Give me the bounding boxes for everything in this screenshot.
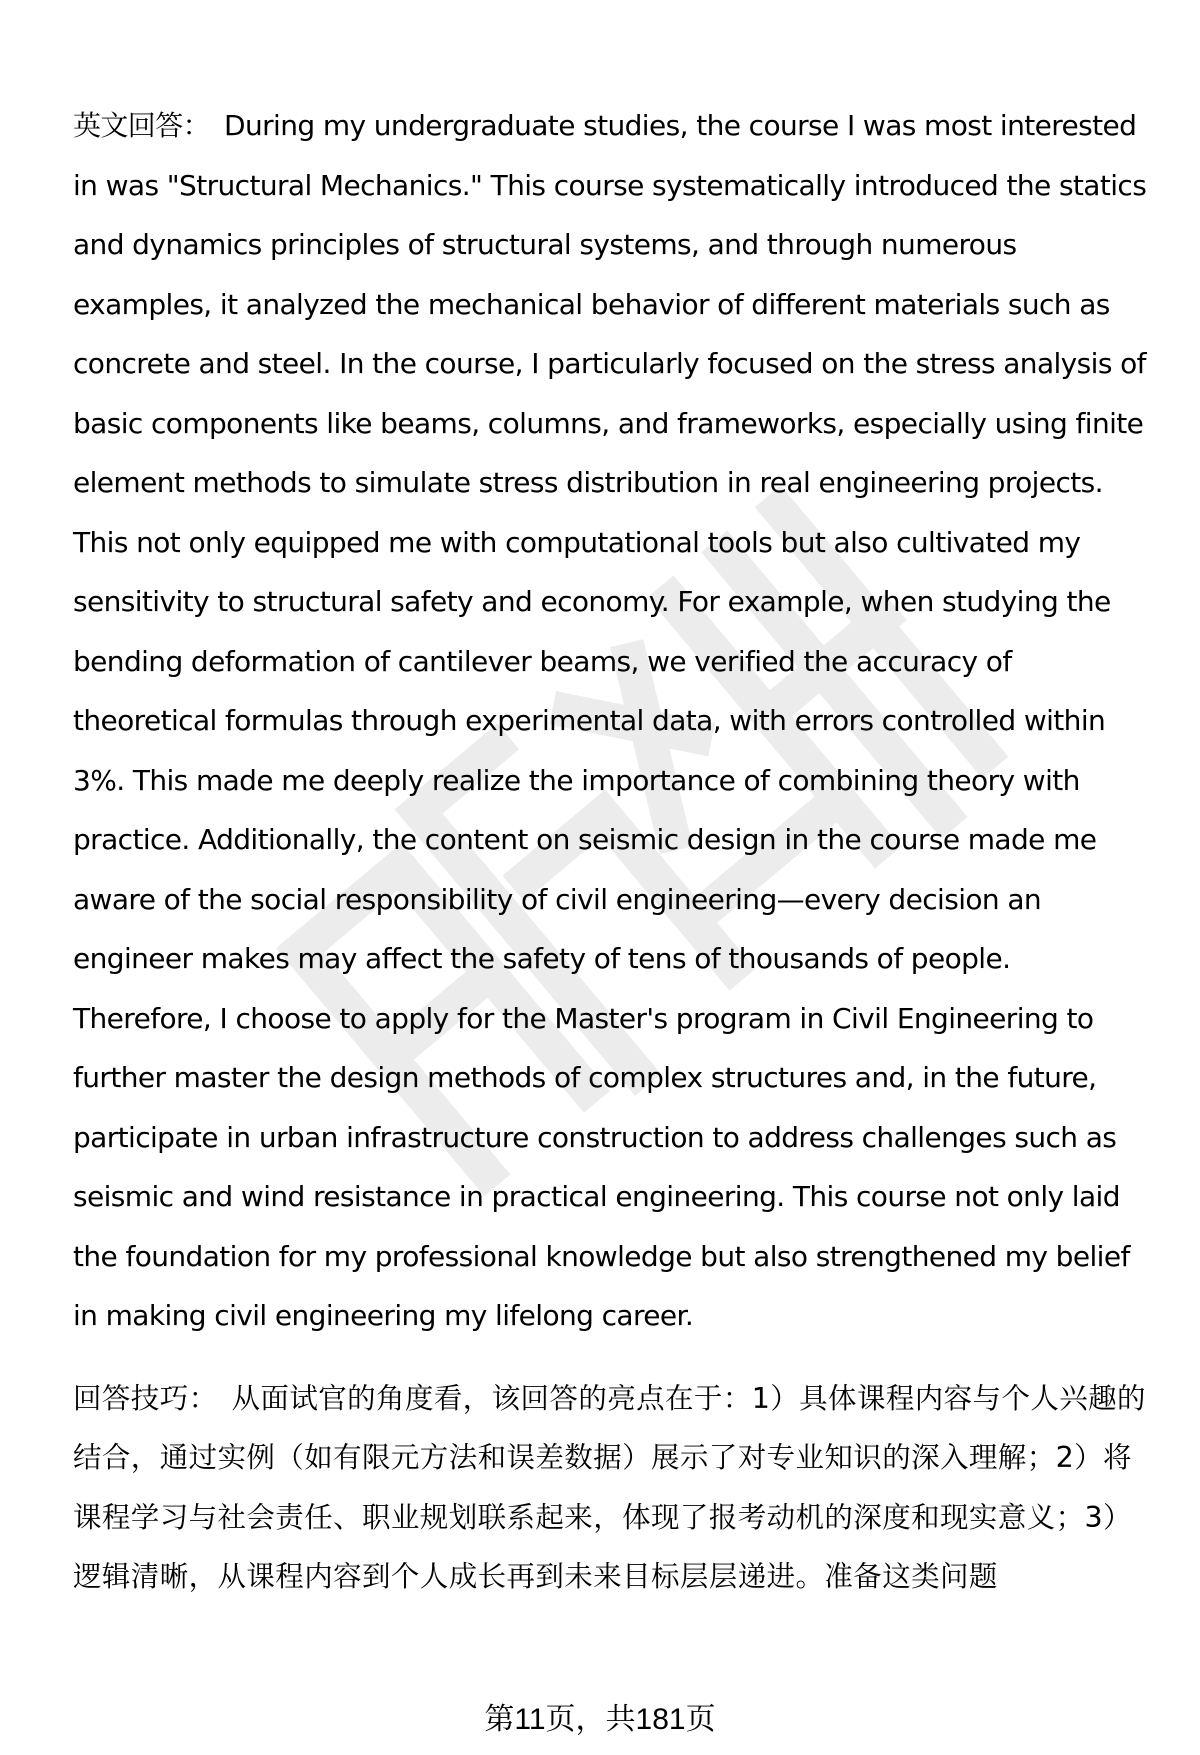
answer-tips-paragraph <box>73 1369 1153 1607</box>
english-answer-paragraph <box>73 96 1153 1346</box>
answer-tips-text: 从面试官的角度看，该回答的亮点在于：1）具体课程内容与个人兴趣的结合，通过实例（如有限元方法和误差数据）展示了对专业知识的深入理解；2）将课程学习与社会责任、职业规划联系起来，体现了报考动机的深度和现实意义；3）逻辑清晰，从课程内容到个人成长再到未来目标层层递进。准备这类问题 <box>73 1381 1146 1593</box>
page-indicator: 第11页，共181页 <box>484 1703 716 1736</box>
page-footer <box>0 1700 1200 1740</box>
main-content <box>73 96 1153 1607</box>
english-answer-text: During my undergraduate studies, the course I was most interested in was "Structural Mechanics." This course systematically introduced the statics and dynamics principles of structural systems, and through numerous examples, it analyzed the mechanical behavior of different materials such as concrete and steel. In the course, I particularly focused on the stress analysis of basic components like beams, columns, and frameworks, especially using finite element methods to simulate stress distribution in real engineering projects. This not only equipped me with computational tools but also cultivated my sensitivity to structural safety and economy. For example, when studying the bending deformation of cantilever beams, we verified the accuracy of theoretical formulas through experimental data, with errors controlled within 3%. This made me deeply realize the importance of combining theory with practice. Additionally, the content on seismic design in the course made me aware of the social responsibility of civil engineering—every decision an engineer makes may affect the safety of tens of thousands of people. Therefore, I choose to apply for the Master's program in Civil Engineering to further master the design methods of complex structures and, in the future, participate in urban infrastructure construction to address challenges such as seismic and wind resistance in practical engineering. This course not only laid the foundation for my professional knowledge but also strengthened my belief in making civil engineering my lifelong career. <box>73 109 1147 1332</box>
english-answer-label: 英文回答： <box>73 109 211 142</box>
answer-tips-label: 回答技巧： <box>73 1381 218 1415</box>
